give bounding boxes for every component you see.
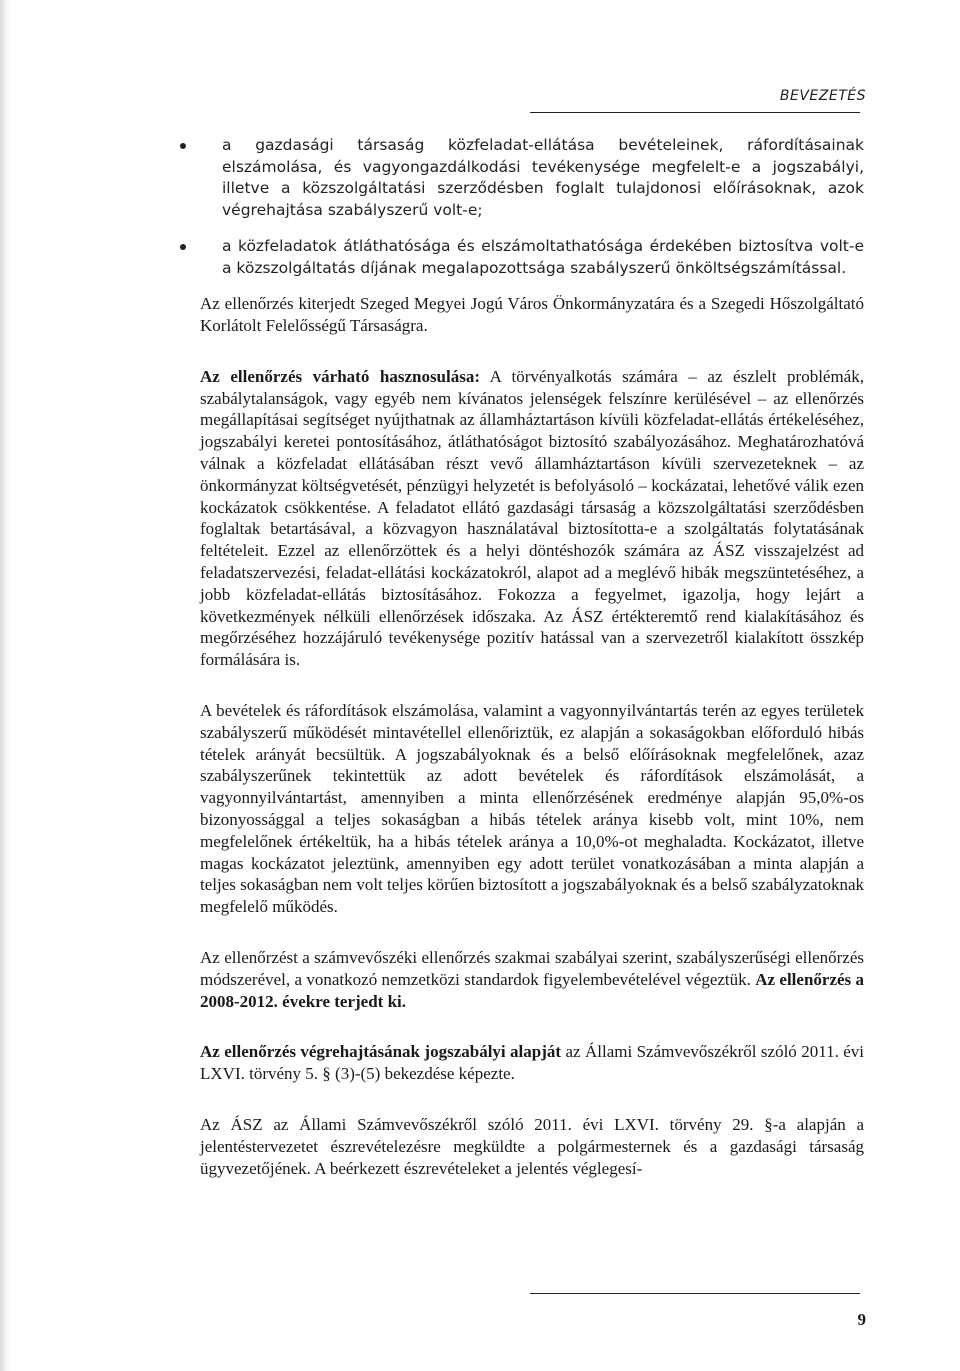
- header-rule: [530, 112, 860, 113]
- legal-basis-text: az Állami Számvevőszékről szóló 2011. évi LXVI. törvény 5. § (3)-(5) bekezdése képezte.: [200, 1042, 865, 1084]
- method-text: Az ellenőrzést a számvevőszéki ellenőrzés szakmai szabályai szerint, szabályszerűségi ellenőrzés módszerével, a vonatkozó nemzetközi standardok figyelembevételével végeztük.: [200, 947, 864, 989]
- utilization-paragraph: [200, 366, 864, 671]
- list-item-text: a gazdasági társaság közfeladat-ellátása bevételeinek, ráfordításainak elszámolása, és vagyongazdálkodási tevékenysége megfelelt-e a jogszabályi, illetve a közszolgáltatási szerződésben foglalt tulajdonosi előírásoknak, azok végrehajtása szabályszerű volt-e;: [222, 136, 864, 220]
- list-item: [200, 135, 864, 222]
- scope-paragraph: Az ellenőrzés kiterjedt Szeged Megyei Jogú Város Önkormányzatára és a Szegedi Hőszolgáltató Korlátolt Felelősségű Társaságra.: [200, 294, 864, 336]
- legal-basis-paragraph: [200, 1041, 864, 1085]
- legal-basis-lead: Az ellenőrzés végrehajtásának jogszabályi alapját: [200, 1042, 562, 1062]
- utilization-lead: Az ellenőrzés várható hasznosulása:: [200, 366, 481, 386]
- list-item-text: a közfeladatok átláthatósága és elszámoltathatósága érdekében biztosítva volt-e a közszolgáltatás díjának megalapozottsága szabályszerű önköltségszámítással.: [222, 236, 864, 277]
- bullet-icon: [180, 143, 186, 149]
- footer-rule: [530, 1293, 860, 1294]
- sampling-paragraph: A bevételek és ráfordítások elszámolása, valamint a vagyonnyilvántartás terén az egyes területek szabályszerű működését mintavétellel ellenőriztük, ez alapján a sokaságokban előforduló hibás tételek arányát becsültük. A jogszabályoknak és a belső előírásoknak megfelelőnek, azaz szabályszerűnek tekintettük az adott bevételek és ráfordítások elszámolását, a vagyonnyilvántartást, amennyiben a minta ellenőrzésének eredménye alapján 95,0%-os bizonyossággal a teljes sokaságban a hibás tételek aránya kisebb volt, mint 10%, nem megfelelőnek értékeltük, ha a hibás tételek aránya a 10,0%-ot meghaladta. Kockázatot, illetve magas kockázatot jeleztünk, amennyiben egy adott terület vonatkozásában a minta alapján a teljes sokaságban nem volt teljes körűen biztosított a jogszabályoknak és a belső szabályzatoknak megfelelő működés.: [200, 700, 864, 917]
- page-number: 9: [857, 1310, 866, 1329]
- scan-edge: [0, 0, 10, 1371]
- utilization-text: A törvényalkotás számára – az észlelt problémák, szabálytalanságok, vagy egyéb nem kívánatos jelenségek felszínre kerülésével – az ellenőrzés megállapításai segítséget nyújthatnak az államháztartáson kívüli közfeladat-ellátás értékeléséhez, jogszabályi keretei pontosításához, átláthatóságot biztosító szabályozásához. Meghatározhatóvá válnak a közfeladat ellátásában részt vevő államháztartáson kívüli szervezeteknek – az önkormányzat költségvetését, pénzügyi helyzetét is befolyásoló – kockázatai, lehetővé válik ezen kockázatok csökkentése. A feladatot ellátó gazdasági társaság a közszolgáltatási szerződésben foglaltak betartásával, a közvagyon használatával biztosította-e a szolgáltatás folytatásának feltételeit. Ezzel az ellenőrzöttek és a helyi döntéshozók számára az ÁSZ visszajelzést ad feladatszervezési, feladat-ellátási kockázatokról, alapot ad a meglévő hibák megszüntetéséhez, a jobb közfeladat-ellátás biztosításához. Fokozza a fegyelmet, igazolja, hogy lejárt a következmények nélküli ellenőrzések időszaka. Az ÁSZ értékteremtő rend kialakításához és megőrzéséhez hozzájáruló tevékenysége pozitív hatással van a szervezetről kialakított összkép formálására is.: [200, 366, 864, 670]
- bullet-icon: [180, 244, 186, 250]
- final-paragraph: Az ÁSZ az Állami Számvevőszékről szóló 2011. évi LXVI. törvény 29. §-a alapján a jelentéstervezetet észrevételezésre megküldte a polgármesternek és a gazdasági társaság ügyvezetőjének. A beérkezett észrevételeket a jelentés véglegesí-: [200, 1114, 864, 1178]
- method-paragraph: [200, 947, 864, 1012]
- objective-list: [200, 135, 864, 279]
- list-item: [200, 236, 864, 279]
- section-header: BEVEZETÉS: [779, 88, 866, 104]
- method-period: Az ellenőrzés a 2008-2012. évekre terjedt ki.: [200, 969, 864, 1011]
- page-body: [200, 135, 864, 1196]
